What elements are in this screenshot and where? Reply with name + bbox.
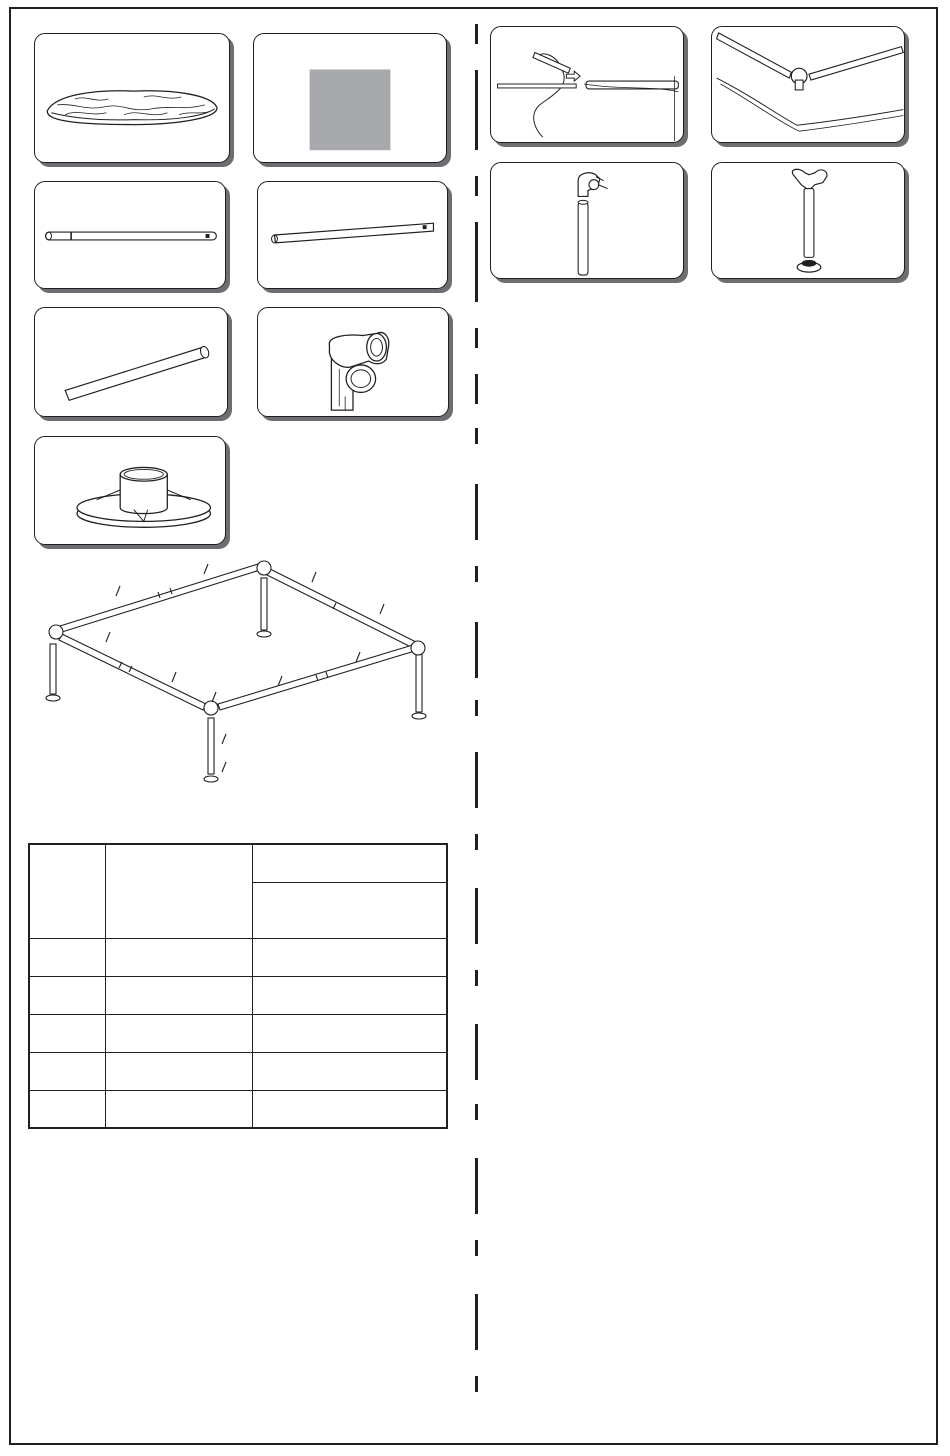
part-pool-liner — [34, 33, 230, 163]
connect-corner-step-icon — [712, 27, 904, 142]
parts-table — [28, 843, 448, 1129]
t-joint-icon — [258, 308, 448, 416]
table-row — [29, 976, 447, 1014]
ground-cloth-icon — [254, 34, 446, 162]
table-header-cell — [106, 844, 253, 938]
attach-t-joint-step-icon — [491, 163, 683, 278]
table-cell — [106, 938, 253, 976]
table-cell — [29, 1090, 106, 1128]
horizontal-beam-alt-icon — [258, 182, 447, 288]
table-row — [29, 1090, 447, 1128]
table-row — [29, 938, 447, 976]
vertical-leg-icon — [35, 308, 227, 416]
table-cell — [106, 976, 253, 1014]
step-attach-leg-cap — [711, 162, 905, 279]
pool-liner-icon — [35, 34, 229, 162]
table-cell — [253, 1052, 448, 1090]
step-insert-beam — [490, 26, 684, 143]
table-cell — [106, 1090, 253, 1128]
part-vertical-leg — [34, 307, 228, 417]
table-header-cell — [253, 882, 448, 938]
table-cell — [253, 1090, 448, 1128]
table-cell — [29, 1052, 106, 1090]
table-cell — [253, 976, 448, 1014]
assembled-frame — [36, 556, 448, 796]
table-row — [29, 1014, 447, 1052]
table-cell — [106, 1052, 253, 1090]
step-attach-t-joint — [490, 162, 684, 279]
table-cell — [106, 1014, 253, 1052]
horizontal-beam-icon — [35, 182, 225, 288]
insert-beam-step-icon — [491, 27, 683, 142]
table-cell — [253, 938, 448, 976]
part-horizontal-beam — [34, 181, 226, 289]
table-header-cell — [253, 844, 448, 882]
step-connect-corner — [711, 26, 905, 143]
part-t-joint — [257, 307, 449, 417]
part-ground-cloth — [253, 33, 447, 163]
assembled-frame-icon — [36, 556, 448, 796]
part-horizontal-beam-alt — [257, 181, 448, 289]
part-leg-cap — [34, 436, 226, 545]
table-cell — [29, 976, 106, 1014]
leg-cap-icon — [35, 437, 225, 544]
table-cell — [253, 1014, 448, 1052]
table-header-cell — [29, 844, 106, 938]
attach-leg-cap-step-icon — [712, 163, 904, 278]
table-cell — [29, 1014, 106, 1052]
table-row — [29, 1052, 447, 1090]
table-cell — [29, 938, 106, 976]
